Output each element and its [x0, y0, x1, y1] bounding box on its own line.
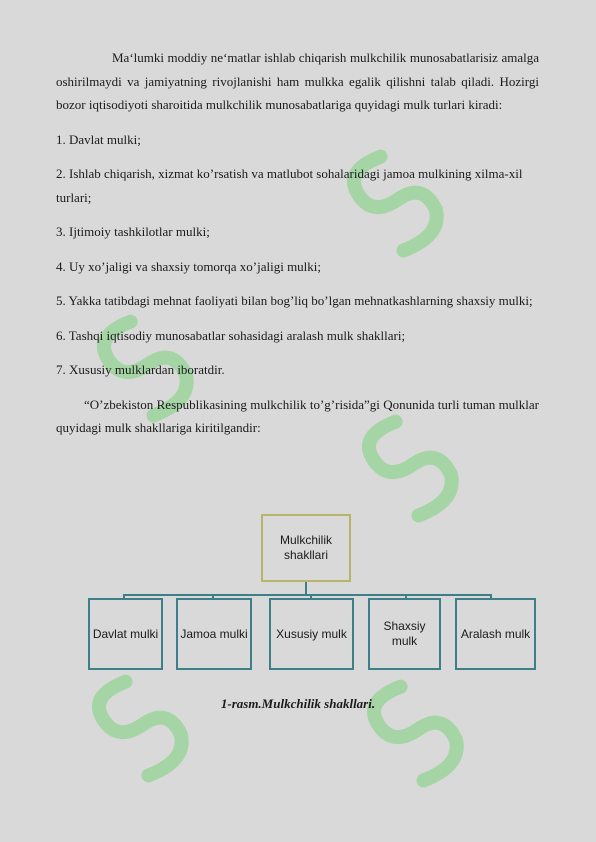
- ownership-diagram: [88, 514, 538, 674]
- list-item: 3. Ijtimoiy tashkilotlar mulki;: [56, 224, 210, 239]
- diagram-root-box: Mulkchilik shakllari: [261, 514, 351, 582]
- list-item: 5. Yakka tatibdagi mehnat faoliyati bilan bog’liq bo’lgan mehnatkashlarning shaxsiy mulki;: [56, 293, 533, 308]
- document-body: [56, 46, 539, 453]
- list-item: 4. Uy xo’jaligi va shaxsiy tomorqa xo’jaligi mulki;: [56, 258, 322, 274]
- law-paragraph: “O’zbekiston Respublikasining mulkchilik to’g’risida”gi Qonunida turli tuman mulklar quyidagi mulk shakllariga kiritilgandir:: [56, 396, 539, 435]
- list-item: 6. Tashqi iqtisodiy munosabatlar sohasidagi aralash mulk shakllari;: [56, 327, 406, 343]
- diagram-child-box: Shaxsiy mulk: [368, 598, 441, 670]
- list-item: 7. Xususiy mulklardan iboratdir.: [56, 362, 225, 377]
- intro-paragraph: Ma‘lumki moddiy ne‘matlar ishlab chiqarish mulkchilik munosabatlarisiz amalga oshirilmaydi va jamiyatning rivojlanishi ham mulkka egalik qilishni talab qiladi. Hozirgi bozor iqtisodiyoti sharoitida mulkchilik munosabatlariga quyidagi mulk turlari kiradi:: [56, 50, 539, 112]
- watermark-icon: [350, 650, 470, 820]
- figure-caption: 1-rasm.Mulkchilik shakllari.: [220, 696, 376, 711]
- diagram-child-box: Xususiy mulk: [269, 598, 354, 670]
- list-item: 1. Davlat mulki;: [56, 131, 141, 147]
- diagram-connector: [123, 594, 491, 596]
- diagram-child-box: Davlat mulki: [88, 598, 163, 670]
- list-item: 2. Ishlab chiqarish, xizmat ko’rsatish va matlubot sohalaridagi jamoa mulkining xilma-xil turlari;: [56, 166, 523, 205]
- diagram-child-box: Aralash mulk: [455, 598, 536, 670]
- diagram-child-box: Jamoa mulki: [176, 598, 252, 670]
